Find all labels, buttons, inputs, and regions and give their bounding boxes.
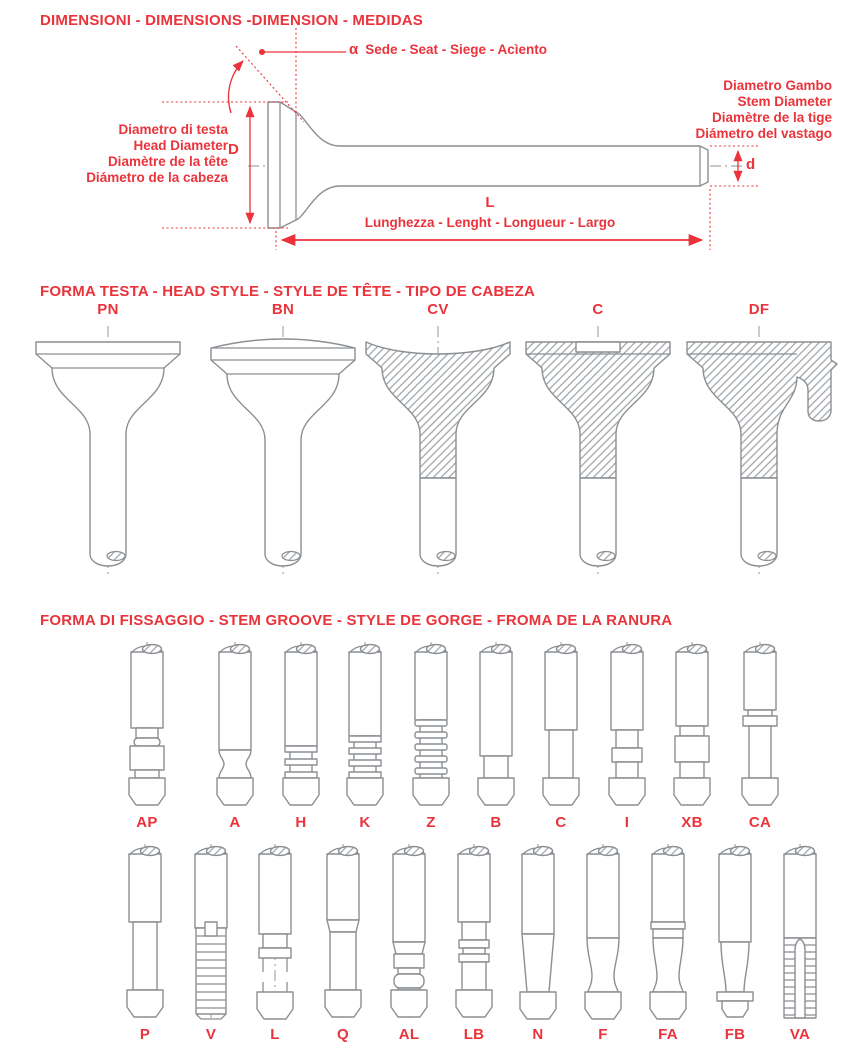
- head-style-drawing-df: [679, 318, 839, 583]
- stem-groove-item-c: [529, 640, 593, 831]
- stem-groove-code: FA: [658, 1026, 678, 1043]
- head-style-item-cv: [358, 301, 518, 588]
- stem-groove-code: K: [359, 814, 371, 831]
- length-label: Lunghezza - Lenght - Longueur - Largo: [364, 215, 616, 230]
- stem-diameter-line-es: Diámetro del vastago: [695, 126, 832, 141]
- stem-groove-code: L: [270, 1026, 280, 1043]
- stem-groove-code: AL: [398, 1026, 420, 1043]
- stem-drawing-v: [179, 842, 243, 1020]
- stem-groove-code: I: [624, 814, 630, 831]
- stem-groove-item-n: [506, 842, 570, 1043]
- head-diameter-line-en: Head Diameter: [133, 138, 228, 153]
- stem-groove-item-p: [113, 842, 177, 1043]
- head-style-code: C: [592, 301, 604, 318]
- stem-drawing-fa: [636, 842, 700, 1020]
- head-diameter-label: [0, 122, 228, 186]
- stem-groove-row-1: [0, 640, 860, 832]
- head-style-drawing-c: [518, 318, 678, 583]
- stem-drawing-lb: [442, 842, 506, 1020]
- stem-groove-row-2: [0, 842, 860, 1042]
- stem-groove-item-fa: [636, 842, 700, 1043]
- dimension-letter-L: L: [485, 194, 495, 211]
- stem-groove-code: AP: [136, 814, 158, 831]
- stem-groove-code: FB: [724, 1026, 746, 1043]
- stem-groove-item-fb: [703, 842, 767, 1043]
- stem-diameter-line-en: Stem Diameter: [737, 94, 832, 109]
- stem-drawing-fb: [703, 842, 767, 1020]
- head-style-item-pn: [28, 301, 188, 588]
- stem-groove-code: C: [555, 814, 567, 831]
- seat-angle-callout: [349, 41, 547, 58]
- stem-groove-code: V: [205, 1026, 217, 1043]
- stem-diameter-line-it: Diametro Gambo: [723, 78, 832, 93]
- head-diameter-line-it: Diametro di testa: [118, 122, 228, 137]
- stem-groove-item-b: [464, 640, 528, 831]
- stem-drawing-va: [768, 842, 832, 1020]
- stem-groove-item-al: [377, 842, 441, 1043]
- stem-groove-code: B: [490, 814, 502, 831]
- head-style-drawing-pn: [28, 318, 188, 583]
- stem-groove-item-k: [333, 640, 397, 831]
- head-style-code: CV: [427, 301, 449, 318]
- stem-drawing-c: [529, 640, 593, 808]
- stem-diameter-line-fr: Diamètre de la tige: [711, 110, 832, 125]
- stem-groove-item-v: [179, 842, 243, 1043]
- stem-groove-code: XB: [681, 814, 703, 831]
- head-style-item-bn: [203, 301, 363, 588]
- stem-groove-code: P: [139, 1026, 151, 1043]
- stem-groove-item-l: [243, 842, 307, 1043]
- stem-drawing-q: [311, 842, 375, 1020]
- stem-groove-item-f: [571, 842, 635, 1043]
- head-style-code: BN: [271, 301, 295, 318]
- stem-drawing-n: [506, 842, 570, 1020]
- stem-groove-code: LB: [463, 1026, 485, 1043]
- stem-groove-code: CA: [748, 814, 772, 831]
- dimension-letter-d: d: [746, 156, 756, 173]
- seat-label: Sede - Seat - Siege - Acìento: [365, 42, 548, 57]
- stem-drawing-p: [113, 842, 177, 1020]
- stem-groove-item-q: [311, 842, 375, 1043]
- stem-groove-item-z: [399, 640, 463, 831]
- stem-groove-code: Q: [337, 1026, 349, 1043]
- stem-drawing-ca: [728, 640, 792, 808]
- stem-groove-code: Z: [426, 814, 436, 831]
- stem-groove-item-va: [768, 842, 832, 1043]
- stem-groove-item-i: [595, 640, 659, 831]
- head-style-section-title: FORMA TESTA - HEAD STYLE - STYLE DE TÊTE - TIPO DE CABEZA: [40, 283, 536, 300]
- dimensions-section-title: DIMENSIONI - DIMENSIONS -DIMENSION - MEDIDAS: [40, 12, 423, 29]
- stem-drawing-b: [464, 640, 528, 808]
- stem-drawing-h: [269, 640, 333, 808]
- stem-groove-item-xb: [660, 640, 724, 831]
- stem-diameter-label: [600, 78, 832, 142]
- head-diameter-line-fr: Diamètre de la tête: [107, 154, 228, 169]
- stem-groove-code: A: [229, 814, 241, 831]
- stem-drawing-al: [377, 842, 441, 1020]
- head-style-drawing-cv: [358, 318, 518, 583]
- stem-drawing-l: [243, 842, 307, 1020]
- stem-drawing-ap: [115, 640, 179, 808]
- stem-groove-code: VA: [789, 1026, 811, 1043]
- stem-groove-code: F: [598, 1026, 608, 1043]
- stem-drawing-z: [399, 640, 463, 808]
- stem-drawing-a: [203, 640, 267, 808]
- dimension-letter-D: D: [228, 141, 239, 158]
- head-style-item-c: [518, 301, 678, 588]
- head-style-code: DF: [748, 301, 770, 318]
- head-style-drawing-bn: [203, 318, 363, 583]
- head-style-code: PN: [97, 301, 119, 318]
- stem-groove-item-lb: [442, 842, 506, 1043]
- stem-groove-item-h: [269, 640, 333, 831]
- stem-drawing-f: [571, 842, 635, 1020]
- stem-groove-section-title: FORMA DI FISSAGGIO - STEM GROOVE - STYLE DE GORGE - FROMA DE LA RANURA: [40, 612, 673, 629]
- stem-groove-item-a: [203, 640, 267, 831]
- stem-drawing-xb: [660, 640, 724, 808]
- stem-groove-item-ca: [728, 640, 792, 831]
- alpha-symbol: α: [349, 41, 359, 58]
- stem-drawing-k: [333, 640, 397, 808]
- head-diameter-line-es: Diámetro de la cabeza: [86, 170, 228, 185]
- stem-groove-item-ap: [115, 640, 179, 831]
- stem-groove-code: H: [295, 814, 307, 831]
- stem-groove-code: N: [532, 1026, 544, 1043]
- head-style-item-df: [679, 301, 839, 588]
- stem-drawing-i: [595, 640, 659, 808]
